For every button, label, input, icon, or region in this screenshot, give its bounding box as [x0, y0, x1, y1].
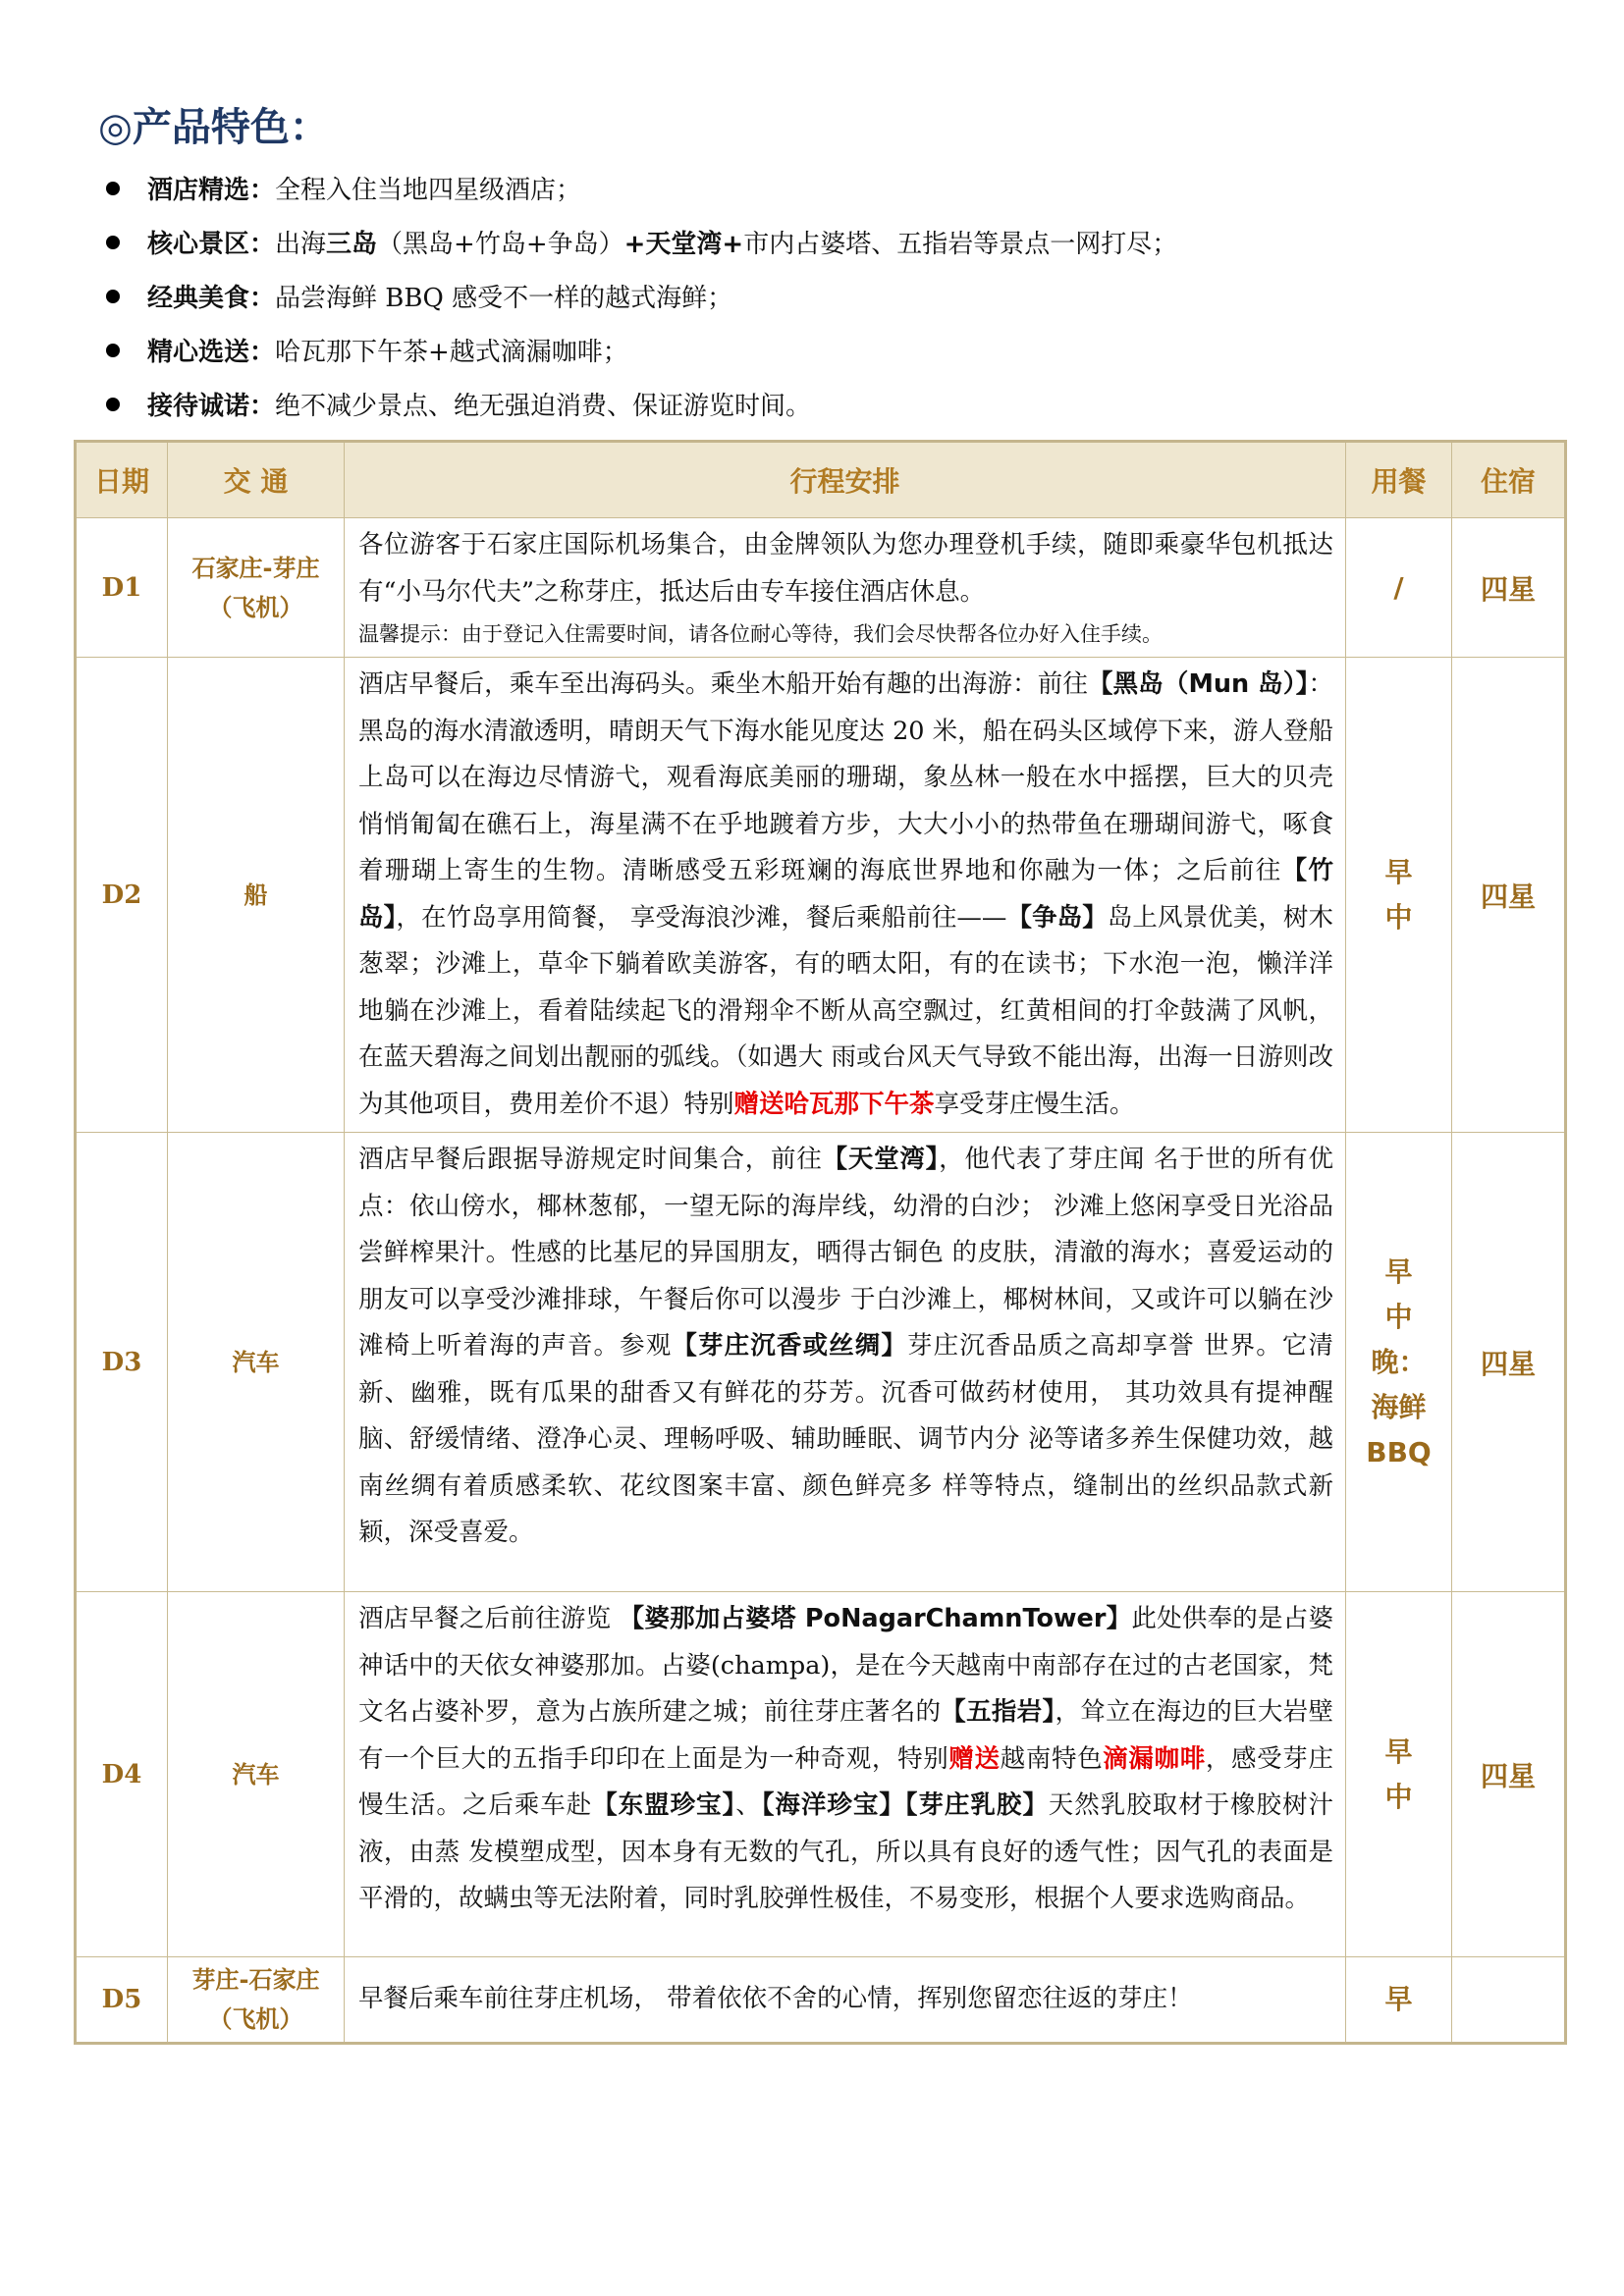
itinerary-highlight: 【海洋珍宝】【芽庄乳胶】: [761, 1790, 1049, 1820]
itinerary-text: ，耸立在海边的巨大岩壁有一个巨大的五指手印印在上面是为一种奇观，特别: [358, 1697, 1333, 1774]
transport-line: 汽车: [232, 1760, 280, 1789]
meal-line: 海鲜: [1371, 1390, 1427, 1423]
meal-line: 早: [1384, 855, 1413, 888]
bullet-icon: [106, 344, 120, 357]
itinerary-gift: 赠送哈瓦那下午茶: [733, 1089, 935, 1119]
itinerary-highlight: 【竹岛】: [358, 856, 1333, 933]
transport-cell: [168, 1957, 345, 2044]
header-transport: 交 通: [168, 442, 345, 518]
itinerary-highlight: 【天堂湾】: [822, 1145, 940, 1174]
transport-line: 芽庄-石家庄: [191, 1966, 320, 1994]
feature-text: 市内占婆塔、五指岩等景点一网打尽；: [743, 230, 1178, 259]
itinerary-gift: 滴漏咖啡: [1103, 1743, 1206, 1774]
feature-label: 酒店精选：: [147, 176, 276, 205]
table-row: [76, 1133, 1566, 1592]
hotel-cell: 四星: [1452, 1592, 1566, 1957]
itinerary-text: 岛上风景优美，树木葱翠；沙滩上，草伞下躺着欧美游客，有的晒太阳，有的在读书；下水泡一泡，懒洋洋地躺在沙滩上，看着陆续起飞的滑翔伞不断从高空飘过，红黄相间的打伞鼓满了风帆，在蓝天碧海之间划出靓丽的弧线。（如遇大 雨或台风天气导致不能出海，出海一日游则改为其他项目，费用差价不退）特别: [358, 902, 1333, 1119]
itinerary-text: 酒店早餐后，乘车至出海码头。乘坐木船开始有趣的出海游：前往: [358, 669, 1088, 699]
feature-text: 品尝海鲜 BBQ 感受不一样的越式海鲜；: [275, 284, 733, 313]
itinerary-text: 早餐后乘车前往芽庄机场， 带着依依不舍的心情，挥别您留恋往返的芽庄！: [358, 1984, 1193, 2014]
meal-cell: [1346, 1957, 1452, 2044]
day-cell: D4: [76, 1592, 168, 1957]
itinerary-highlight: 【东盟珍宝】: [592, 1790, 736, 1820]
meal-line: /: [1393, 570, 1404, 604]
feature-item: [98, 215, 1532, 269]
itinerary-cell: [345, 658, 1346, 1133]
feature-label: 经典美食：: [147, 284, 276, 313]
hotel-cell: 四星: [1452, 518, 1566, 658]
itinerary-cell: [345, 1133, 1346, 1592]
feature-item: [98, 377, 1532, 431]
transport-line: 船: [244, 881, 268, 909]
itinerary-text: 享受芽庄慢生活。: [934, 1089, 1135, 1119]
itinerary-text: ，在竹岛享用简餐， 享受海浪沙滩，餐后乘船前往——: [396, 902, 1007, 933]
meal-line: 早: [1384, 1255, 1413, 1288]
meal-line: 中: [1384, 1780, 1413, 1813]
hotel-cell: [1452, 1957, 1566, 2044]
itinerary-text: 各位游客于石家庄国际机场集合，由金牌领队为您办理登机手续，随即乘豪华包机抵达有“小马尔代夫”之称芽庄，抵达后由专车接住酒店休息。: [358, 530, 1333, 607]
itinerary-highlight: 【芽庄沉香或丝绸】: [672, 1331, 907, 1361]
itinerary-text: 天然乳胶取材于橡胶树汁液，由蒸 发模塑成型，因本身有无数的气孔，所以具有良好的透气性；因气孔的表面是 平滑的，故螨虫等无法附着，同时乳胶弹性极佳，不易变形，根据个人要求选购商品。: [358, 1790, 1333, 1913]
itinerary-cell: [345, 1957, 1346, 2044]
meal-cell: [1346, 518, 1452, 658]
feature-text: 绝不减少景点、绝无强迫消费、保证游览时间。: [275, 392, 812, 421]
itinerary-text: 酒店早餐后跟据导游规定时间集合，前往: [358, 1145, 823, 1174]
hotel-cell: 四星: [1452, 658, 1566, 1133]
header-date: 日期: [76, 442, 168, 518]
table-row: [76, 518, 1566, 658]
feature-item: [98, 161, 1532, 215]
feature-label: 核心景区：: [147, 230, 276, 259]
meal-line: 中: [1384, 1300, 1413, 1333]
table-row: [76, 1957, 1566, 2044]
header-meals: 用餐: [1346, 442, 1452, 518]
itinerary-cell: [345, 1592, 1346, 1957]
feature-label: 精心选送：: [147, 338, 276, 367]
feature-text: 哈瓦那下午茶+越式滴漏咖啡；: [275, 338, 628, 367]
day-cell: D3: [76, 1133, 168, 1592]
day-cell: D2: [76, 658, 168, 1133]
itinerary-text: ：黑岛的海水清澈透明，晴朗天气下海水能见度达 20 米，船在码头区域停下来，游人登船上岛可以在海边尽情游弋，观看海底美丽的珊瑚，象丛林一般在水中摇摆，巨大的贝壳悄悄匍匐在礁石上，海星满不在乎地踱着方步，大大小小的热带鱼在珊瑚间游弋，啄食着珊瑚上寄生的生物。清晰感受五彩斑斓的海底世界地和你融为一体；之后前往: [358, 669, 1333, 885]
itinerary-text: ，感受芽庄慢生活。之后乘车赴: [358, 1743, 1333, 1820]
meal-cell: [1346, 1133, 1452, 1592]
itinerary-cell: [345, 518, 1346, 658]
transport-line: （飞机）: [208, 593, 303, 621]
feature-text: +天堂湾+: [623, 230, 744, 259]
feature-text: （黑岛+竹岛+争岛）: [377, 230, 624, 259]
meal-cell: [1346, 658, 1452, 1133]
day-cell: D5: [76, 1957, 168, 2044]
bullet-icon: [106, 236, 120, 249]
itinerary-text: ，他代表了芽庄闻 名于世的所有优点：依山傍水，椰林葱郁，一望无际的海岸线，幼滑的白沙； 沙滩上悠闲享受日光浴品尝鲜榨果汁。性感的比基尼的异国朋友，晒得古铜色 的皮肤，清澈的海水；喜爱运动的朋友可以享受沙滩排球，午餐后你可以漫步 于白沙滩上，椰树林间，又或许可以躺在沙滩椅上听着海的声音。参观: [358, 1145, 1333, 1361]
bullet-icon: [106, 182, 120, 195]
header-itinerary: 行程安排: [345, 442, 1346, 518]
meal-cell: [1346, 1592, 1452, 1957]
bullet-icon: [106, 290, 120, 303]
feature-item: [98, 323, 1532, 377]
transport-cell: [168, 1592, 345, 1957]
itinerary-highlight: 【婆那加占婆塔 PoNagarChamnTower】: [619, 1604, 1132, 1633]
itinerary-text: 此处供奉的是占婆神话中的天依女神婆那加。占婆(champa)，是在今天越南中南部存在过的古老国家，梵文名占婆补罗，意为占族所建之城；前往芽庄著名的: [358, 1604, 1333, 1727]
meal-line: 早: [1384, 1735, 1413, 1768]
itinerary-tip: 温馨提示：由于登记入住需要时间，请各位耐心等待，我们会尽快帮各位办好入住手续。: [358, 622, 1163, 646]
itinerary-highlight: 【五指岩】: [941, 1697, 1056, 1727]
table-header-row: [76, 442, 1566, 518]
feature-item: [98, 269, 1532, 323]
transport-cell: [168, 518, 345, 658]
transport-line: 石家庄-芽庄: [191, 554, 320, 582]
itinerary-text: 越南特色: [1000, 1743, 1104, 1774]
itinerary-highlight: 【黑岛（Mun 岛）】: [1087, 669, 1309, 699]
meal-line: 早: [1384, 1983, 1413, 2015]
transport-line: 汽车: [232, 1348, 280, 1376]
itinerary-table: [74, 440, 1567, 2045]
transport-cell: [168, 658, 345, 1133]
table-row: [76, 1592, 1566, 1957]
feature-list: [98, 161, 1532, 431]
bullet-icon: [106, 398, 120, 411]
itinerary-text: 酒店早餐之后前往游览: [358, 1604, 620, 1633]
itinerary-text: 芽庄沉香品质之高却享誉 世界。它清新、幽雅，既有瓜果的甜香又有鲜花的芬芳。沉香可做药材使用， 其功效具有提神醒脑、舒缓情绪、澄净心灵、理畅呼吸、辅助睡眠、调节内分 泌等诸多养生保健功效，越南丝绸有着质感柔软、花纹图案丰富、颜色鲜亮多 样等特点，缝制出的丝织品款式新颖，深受喜爱。: [358, 1331, 1333, 1547]
meal-line: 晚：: [1371, 1345, 1427, 1378]
table-row: [76, 658, 1566, 1133]
hotel-cell: 四星: [1452, 1133, 1566, 1592]
feature-text: 三岛: [326, 230, 378, 259]
itinerary-highlight: 【争岛】: [1006, 902, 1108, 933]
transport-cell: [168, 1133, 345, 1592]
feature-text: 出海: [275, 230, 327, 259]
feature-label: 接待诚诺：: [147, 392, 276, 421]
section-title: ◎产品特色：: [98, 105, 329, 150]
feature-text: 全程入住当地四星级酒店；: [275, 176, 582, 205]
itinerary-gift: 赠送: [948, 1743, 1001, 1774]
transport-line: （飞机）: [208, 2005, 303, 2033]
header-hotel: 住宿: [1452, 442, 1566, 518]
itinerary-text: 、: [735, 1790, 762, 1820]
day-cell: D1: [76, 518, 168, 658]
meal-line: BBQ: [1366, 1435, 1432, 1468]
meal-line: 中: [1384, 900, 1413, 934]
